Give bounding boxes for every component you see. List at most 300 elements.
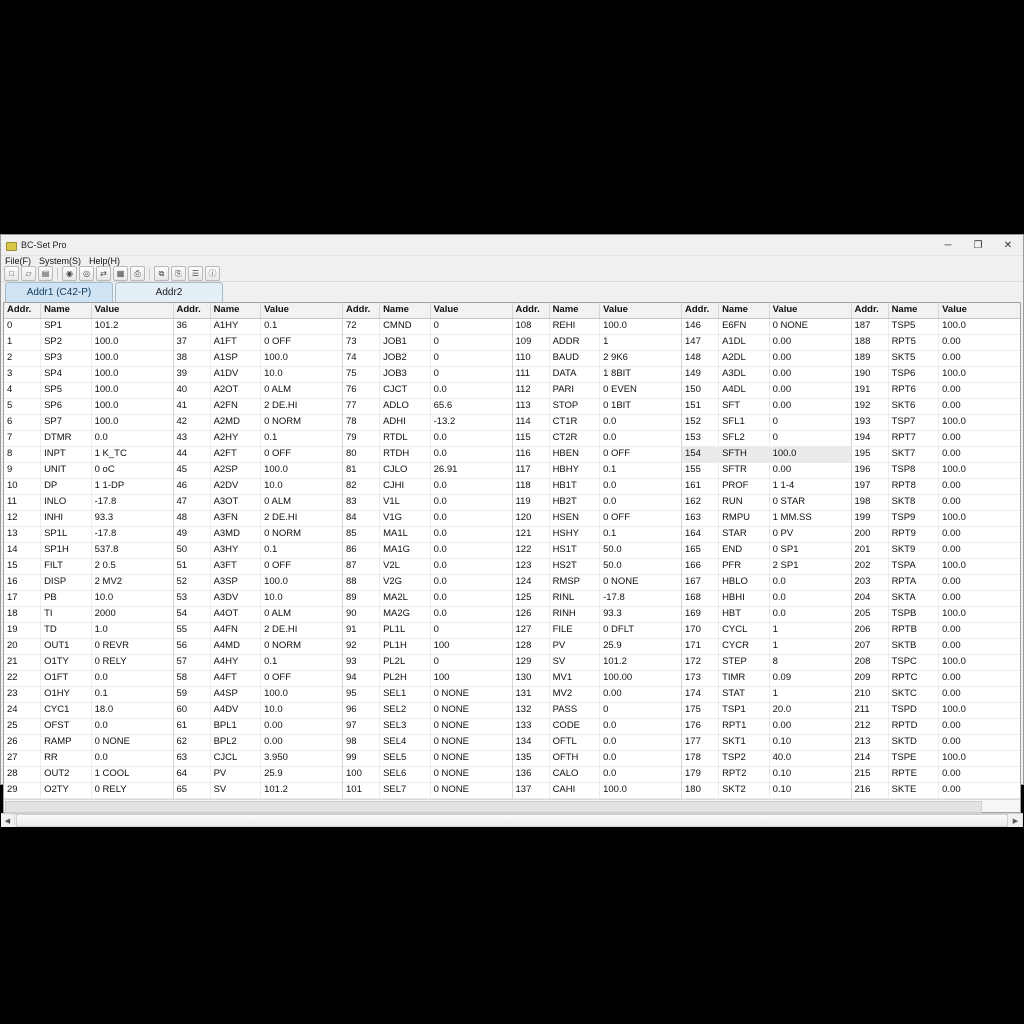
cell-addr[interactable]: 16 xyxy=(4,575,41,590)
table-row[interactable] xyxy=(513,511,682,527)
cell-addr[interactable]: 86 xyxy=(343,543,380,558)
cell-value[interactable]: 25.9 xyxy=(264,768,283,779)
table-row[interactable] xyxy=(513,607,682,623)
cell-value[interactable]: 0.00 xyxy=(264,720,283,731)
cell-name[interactable]: RPT5 xyxy=(889,335,940,350)
cell-name[interactable]: A1HY xyxy=(211,319,262,334)
cell-value[interactable]: 1 1-4 xyxy=(772,480,795,491)
cell-value[interactable]: 0 SP1 xyxy=(772,544,799,555)
table-row[interactable] xyxy=(174,783,343,799)
scroll-thumb[interactable] xyxy=(16,814,1008,827)
cell-addr[interactable]: 207 xyxy=(852,639,889,654)
cell-value[interactable]: 0.1 xyxy=(603,528,617,539)
clipboard-icon[interactable]: ☰ xyxy=(188,266,203,281)
table-row[interactable] xyxy=(343,735,512,751)
table-row[interactable] xyxy=(4,719,173,735)
cell-addr[interactable]: 79 xyxy=(343,431,380,446)
scroll-left-arrow[interactable]: ◀ xyxy=(1,814,15,827)
table-row[interactable] xyxy=(513,671,682,687)
cell-name[interactable]: STAR xyxy=(719,527,770,542)
cell-value[interactable]: 0 OFF xyxy=(264,336,292,347)
table-row[interactable] xyxy=(852,783,1021,799)
table-row[interactable] xyxy=(174,463,343,479)
table-row[interactable] xyxy=(852,735,1021,751)
table-row[interactable] xyxy=(174,735,343,751)
table-row[interactable] xyxy=(852,319,1021,335)
cell-name[interactable]: RPT7 xyxy=(889,431,940,446)
cell-addr[interactable]: 64 xyxy=(174,767,211,782)
cell-value[interactable]: 0 DFLT xyxy=(603,624,635,635)
cell-name[interactable]: HBLO xyxy=(719,575,770,590)
cell-addr[interactable]: 17 xyxy=(4,591,41,606)
table-row[interactable] xyxy=(4,383,173,399)
cell-name[interactable]: A3DL xyxy=(719,367,770,382)
table-row[interactable] xyxy=(852,511,1021,527)
cell-name[interactable]: A3DV xyxy=(211,591,262,606)
cell-value[interactable]: 0.0 xyxy=(603,432,617,443)
column-header-name[interactable]: Name xyxy=(550,303,601,318)
cell-name[interactable]: SKTA xyxy=(889,591,940,606)
table-row[interactable] xyxy=(513,383,682,399)
cell-value[interactable]: 0 RELY xyxy=(94,656,127,667)
cell-addr[interactable]: 18 xyxy=(4,607,41,622)
connect-icon[interactable]: ⇄ xyxy=(96,266,111,281)
cell-addr[interactable]: 26 xyxy=(4,735,41,750)
cell-name[interactable]: PV xyxy=(211,767,262,782)
column-header-value[interactable]: Value xyxy=(942,304,967,315)
table-row[interactable] xyxy=(343,607,512,623)
table-row[interactable] xyxy=(4,575,173,591)
cell-addr[interactable]: 132 xyxy=(513,703,550,718)
cell-name[interactable]: RPTE xyxy=(889,767,940,782)
table-row[interactable] xyxy=(513,639,682,655)
table-row[interactable] xyxy=(174,527,343,543)
table-row[interactable] xyxy=(682,319,851,335)
cell-name[interactable]: A4DL xyxy=(719,383,770,398)
cell-value[interactable]: 0 xyxy=(433,368,439,379)
cell-value[interactable]: 0.1 xyxy=(603,464,617,475)
cell-name[interactable]: E6FN xyxy=(719,319,770,334)
cell-value[interactable]: 100 xyxy=(433,640,450,651)
cell-value[interactable]: 0.00 xyxy=(942,448,961,459)
cell-name[interactable]: SFL2 xyxy=(719,431,770,446)
cell-value[interactable]: 0.00 xyxy=(772,352,792,363)
cell-addr[interactable]: 213 xyxy=(852,735,889,750)
cell-addr[interactable]: 58 xyxy=(174,671,211,686)
cell-name[interactable]: SEL7 xyxy=(380,783,431,798)
table-row[interactable] xyxy=(682,639,851,655)
cell-addr[interactable]: 211 xyxy=(852,703,889,718)
cell-value[interactable]: 0.00 xyxy=(942,736,961,747)
cell-addr[interactable]: 193 xyxy=(852,415,889,430)
cell-value[interactable]: 0.00 xyxy=(942,672,961,683)
cell-addr[interactable]: 41 xyxy=(174,399,211,414)
table-row[interactable] xyxy=(682,559,851,575)
cell-name[interactable]: A2SP xyxy=(211,463,262,478)
table-row[interactable] xyxy=(4,687,173,703)
cell-name[interactable]: UNIT xyxy=(41,463,92,478)
cell-addr[interactable]: 123 xyxy=(513,559,550,574)
cell-name[interactable]: SKTD xyxy=(889,735,940,750)
table-row[interactable] xyxy=(513,351,682,367)
cell-name[interactable]: O2TY xyxy=(41,783,92,798)
table-row[interactable] xyxy=(4,335,173,351)
cell-addr[interactable]: 24 xyxy=(4,703,41,718)
cell-addr[interactable]: 37 xyxy=(174,335,211,350)
cell-name[interactable]: CJCT xyxy=(380,383,431,398)
table-row[interactable] xyxy=(682,479,851,495)
cell-addr[interactable]: 78 xyxy=(343,415,380,430)
cell-addr[interactable]: 120 xyxy=(513,511,550,526)
table-row[interactable] xyxy=(513,767,682,783)
table-row[interactable] xyxy=(682,655,851,671)
table-row[interactable] xyxy=(513,463,682,479)
cell-value[interactable]: 0 NORM xyxy=(264,416,302,427)
table-row[interactable] xyxy=(4,767,173,783)
cell-name[interactable]: RPT8 xyxy=(889,479,940,494)
cell-addr[interactable]: 200 xyxy=(852,527,889,542)
column-header-name[interactable]: Name xyxy=(380,303,431,318)
table-row[interactable] xyxy=(343,655,512,671)
cell-addr[interactable]: 150 xyxy=(682,383,719,398)
cell-addr[interactable]: 72 xyxy=(343,319,380,334)
cell-name[interactable]: CT1R xyxy=(550,415,601,430)
cell-value[interactable]: 0 OFF xyxy=(264,560,292,571)
table-row[interactable] xyxy=(852,623,1021,639)
cell-addr[interactable]: 39 xyxy=(174,367,211,382)
cell-value[interactable]: 10.0 xyxy=(94,592,114,603)
cell-addr[interactable]: 201 xyxy=(852,543,889,558)
cell-name[interactable]: SP4 xyxy=(41,367,92,382)
cell-name[interactable]: RR xyxy=(41,751,92,766)
cell-name[interactable]: INLO xyxy=(41,495,92,510)
cell-value[interactable]: 0.0 xyxy=(772,592,786,603)
cell-value[interactable]: 0 xyxy=(433,656,439,667)
cell-value[interactable]: 0 NONE xyxy=(433,784,469,795)
cell-name[interactable]: A1FT xyxy=(211,335,262,350)
table-row[interactable] xyxy=(513,447,682,463)
open-icon[interactable]: ▱ xyxy=(21,266,36,281)
cell-addr[interactable]: 126 xyxy=(513,607,550,622)
cell-name[interactable]: PL2H xyxy=(380,671,431,686)
maximize-button[interactable]: ❐ xyxy=(973,239,983,251)
new-icon[interactable]: □ xyxy=(4,266,19,281)
cell-name[interactable]: SP7 xyxy=(41,415,92,430)
cell-value[interactable]: 93.3 xyxy=(603,608,622,619)
table-row[interactable] xyxy=(513,495,682,511)
cell-addr[interactable]: 190 xyxy=(852,367,889,382)
cell-name[interactable]: TSP5 xyxy=(889,319,940,334)
cell-addr[interactable]: 45 xyxy=(174,463,211,478)
table-row[interactable] xyxy=(852,767,1021,783)
table-row[interactable] xyxy=(682,511,851,527)
cell-name[interactable]: BPL1 xyxy=(211,719,262,734)
cell-value[interactable]: 2 SP1 xyxy=(772,560,799,571)
table-row[interactable] xyxy=(513,559,682,575)
cell-value[interactable]: -17.8 xyxy=(94,528,117,539)
cell-name[interactable]: A2FT xyxy=(211,447,262,462)
table-row[interactable] xyxy=(4,527,173,543)
cell-name[interactable]: A3MD xyxy=(211,527,262,542)
table-row[interactable] xyxy=(852,383,1021,399)
cell-name[interactable]: PARI xyxy=(550,383,601,398)
info-icon[interactable]: ⓘ xyxy=(205,266,220,281)
cell-value[interactable]: 50.0 xyxy=(603,560,622,571)
tab-addr1[interactable]: Addr1 (C42-P) xyxy=(5,282,113,302)
column-header-addr[interactable]: Addr. xyxy=(513,303,550,318)
cell-value[interactable]: 100.0 xyxy=(942,416,966,427)
cell-value[interactable]: 101.2 xyxy=(94,320,119,331)
table-row[interactable] xyxy=(343,575,512,591)
cell-addr[interactable]: 180 xyxy=(682,783,719,798)
cell-name[interactable]: STOP xyxy=(550,399,601,414)
cell-value[interactable]: 8 xyxy=(772,656,778,667)
table-row[interactable] xyxy=(682,527,851,543)
table-row[interactable] xyxy=(4,655,173,671)
cell-name[interactable]: PL1H xyxy=(380,639,431,654)
cell-addr[interactable]: 1 xyxy=(4,335,41,350)
cell-addr[interactable]: 12 xyxy=(4,511,41,526)
cell-addr[interactable]: 171 xyxy=(682,639,719,654)
cell-value[interactable]: 100.0 xyxy=(942,368,966,379)
cell-name[interactable]: A2DL xyxy=(719,351,770,366)
cell-name[interactable]: SEL4 xyxy=(380,735,431,750)
print-icon[interactable]: ⎙ xyxy=(130,266,145,281)
cell-name[interactable]: HS2T xyxy=(550,559,601,574)
cell-value[interactable]: 2 DE.HI xyxy=(264,624,298,635)
cell-addr[interactable]: 51 xyxy=(174,559,211,574)
cell-name[interactable]: TSPC xyxy=(889,655,940,670)
window-horizontal-scrollbar[interactable] xyxy=(1,813,1023,827)
cell-name[interactable]: MA1G xyxy=(380,543,431,558)
cell-value[interactable]: 100.0 xyxy=(264,464,288,475)
cell-addr[interactable]: 109 xyxy=(513,335,550,350)
table-row[interactable] xyxy=(4,543,173,559)
cell-addr[interactable]: 85 xyxy=(343,527,380,542)
cell-name[interactable]: TSP2 xyxy=(719,751,770,766)
table-row[interactable] xyxy=(682,415,851,431)
cell-name[interactable]: PV xyxy=(550,639,601,654)
cell-addr[interactable]: 87 xyxy=(343,559,380,574)
cell-value[interactable]: 100.0 xyxy=(94,416,119,427)
cell-value[interactable]: 0.1 xyxy=(264,320,278,331)
cell-addr[interactable]: 60 xyxy=(174,703,211,718)
table-row[interactable] xyxy=(343,335,512,351)
table-row[interactable] xyxy=(852,527,1021,543)
cell-addr[interactable]: 117 xyxy=(513,463,550,478)
table-row[interactable] xyxy=(682,367,851,383)
cell-addr[interactable]: 9 xyxy=(4,463,41,478)
cell-addr[interactable]: 129 xyxy=(513,655,550,670)
cell-addr[interactable]: 82 xyxy=(343,479,380,494)
cell-name[interactable]: TSP9 xyxy=(889,511,940,526)
cell-name[interactable]: SFTR xyxy=(719,463,770,478)
cell-value[interactable]: 0.0 xyxy=(433,608,447,619)
cell-value[interactable]: 0.00 xyxy=(942,336,961,347)
cell-addr[interactable]: 62 xyxy=(174,735,211,750)
cell-addr[interactable]: 188 xyxy=(852,335,889,350)
table-row[interactable] xyxy=(343,719,512,735)
cell-name[interactable]: A4FT xyxy=(211,671,262,686)
cell-value[interactable]: 0 1BIT xyxy=(603,400,632,411)
cell-name[interactable]: SKT6 xyxy=(889,399,940,414)
cell-name[interactable]: SP6 xyxy=(41,399,92,414)
cell-name[interactable]: SFL1 xyxy=(719,415,770,430)
cell-value[interactable]: 0 NONE xyxy=(433,752,469,763)
cell-value[interactable]: 1 1-DP xyxy=(94,480,125,491)
cell-name[interactable]: A4DV xyxy=(211,703,262,718)
cell-name[interactable]: A3FT xyxy=(211,559,262,574)
cell-name[interactable]: CYCL xyxy=(719,623,770,638)
table-row[interactable] xyxy=(4,639,173,655)
cell-name[interactable]: TSP6 xyxy=(889,367,940,382)
cell-addr[interactable]: 127 xyxy=(513,623,550,638)
cell-value[interactable]: 0.10 xyxy=(772,736,792,747)
cell-value[interactable]: 0.00 xyxy=(264,736,283,747)
cell-addr[interactable]: 43 xyxy=(174,431,211,446)
cell-addr[interactable]: 133 xyxy=(513,719,550,734)
cell-addr[interactable]: 99 xyxy=(343,751,380,766)
cell-name[interactable]: A2OT xyxy=(211,383,262,398)
cell-value[interactable]: 0 ALM xyxy=(264,496,292,507)
cell-value[interactable]: 0.00 xyxy=(942,480,961,491)
table-row[interactable] xyxy=(852,463,1021,479)
table-row[interactable] xyxy=(174,719,343,735)
cell-name[interactable]: SEL5 xyxy=(380,751,431,766)
cell-addr[interactable]: 74 xyxy=(343,351,380,366)
cell-addr[interactable]: 110 xyxy=(513,351,550,366)
table-row[interactable] xyxy=(343,511,512,527)
cell-name[interactable]: RPTC xyxy=(889,671,940,686)
cell-name[interactable]: BAUD xyxy=(550,351,601,366)
cell-addr[interactable]: 199 xyxy=(852,511,889,526)
table-row[interactable] xyxy=(174,687,343,703)
table-row[interactable] xyxy=(682,351,851,367)
table-row[interactable] xyxy=(513,335,682,351)
cell-value[interactable]: 0.0 xyxy=(433,432,447,443)
cell-addr[interactable]: 55 xyxy=(174,623,211,638)
cell-value[interactable]: 0.0 xyxy=(94,752,108,763)
cell-addr[interactable]: 7 xyxy=(4,431,41,446)
cell-value[interactable]: 101.2 xyxy=(264,784,288,795)
cell-addr[interactable]: 216 xyxy=(852,783,889,798)
cell-value[interactable]: 0.0 xyxy=(433,448,447,459)
table-row[interactable] xyxy=(4,479,173,495)
cell-addr[interactable]: 124 xyxy=(513,575,550,590)
monitor-icon[interactable]: ▦ xyxy=(113,266,128,281)
cell-addr[interactable]: 118 xyxy=(513,479,550,494)
cell-name[interactable]: SEL3 xyxy=(380,719,431,734)
table-row[interactable] xyxy=(343,447,512,463)
table-row[interactable] xyxy=(852,351,1021,367)
cell-addr[interactable]: 76 xyxy=(343,383,380,398)
cell-addr[interactable]: 204 xyxy=(852,591,889,606)
table-row[interactable] xyxy=(852,415,1021,431)
cell-name[interactable]: O1TY xyxy=(41,655,92,670)
cell-addr[interactable]: 22 xyxy=(4,671,41,686)
cell-name[interactable]: RINH xyxy=(550,607,601,622)
table-row[interactable] xyxy=(513,415,682,431)
cell-value[interactable]: 0.10 xyxy=(772,784,792,795)
table-row[interactable] xyxy=(513,655,682,671)
cell-value[interactable]: 100.0 xyxy=(942,608,966,619)
cell-value[interactable]: 100.0 xyxy=(942,320,966,331)
cell-addr[interactable]: 53 xyxy=(174,591,211,606)
cell-value[interactable]: 20.0 xyxy=(772,704,792,715)
cell-addr[interactable]: 162 xyxy=(682,495,719,510)
cell-name[interactable]: CODE xyxy=(550,719,601,734)
table-row[interactable] xyxy=(343,687,512,703)
table-row[interactable] xyxy=(343,351,512,367)
table-row[interactable] xyxy=(343,751,512,767)
menu-item-system[interactable]: System(S) xyxy=(39,256,82,266)
table-row[interactable] xyxy=(174,671,343,687)
cell-addr[interactable]: 27 xyxy=(4,751,41,766)
cell-value[interactable]: 0.0 xyxy=(603,720,617,731)
table-row[interactable] xyxy=(682,543,851,559)
table-row[interactable] xyxy=(4,671,173,687)
table-row[interactable] xyxy=(343,767,512,783)
cell-addr[interactable]: 191 xyxy=(852,383,889,398)
cell-value[interactable]: 50.0 xyxy=(603,544,622,555)
cell-value[interactable]: 0.00 xyxy=(942,784,961,795)
table-row[interactable] xyxy=(4,511,173,527)
cell-name[interactable]: A1SP xyxy=(211,351,262,366)
cell-name[interactable]: ADDR xyxy=(550,335,601,350)
cell-addr[interactable]: 210 xyxy=(852,687,889,702)
cell-name[interactable]: TSPE xyxy=(889,751,940,766)
cell-value[interactable]: 1 MM.SS xyxy=(772,512,812,523)
cell-name[interactable]: RUN xyxy=(719,495,770,510)
table-row[interactable] xyxy=(343,783,512,799)
cell-name[interactable]: MA2G xyxy=(380,607,431,622)
cell-addr[interactable]: 214 xyxy=(852,751,889,766)
cell-value[interactable]: 100.0 xyxy=(942,656,966,667)
cell-name[interactable]: FILT xyxy=(41,559,92,574)
cell-name[interactable]: V2G xyxy=(380,575,431,590)
table-row[interactable] xyxy=(682,463,851,479)
cell-addr[interactable]: 152 xyxy=(682,415,719,430)
table-row[interactable] xyxy=(174,415,343,431)
table-row[interactable] xyxy=(174,351,343,367)
cell-value[interactable]: 0 NONE xyxy=(94,736,130,747)
cell-name[interactable]: OUT2 xyxy=(41,767,92,782)
table-row[interactable] xyxy=(852,495,1021,511)
column-header-value[interactable]: Value xyxy=(264,304,289,315)
cell-value[interactable]: 0.0 xyxy=(433,592,447,603)
cell-name[interactable]: RINL xyxy=(550,591,601,606)
paste-icon[interactable]: ⎘ xyxy=(171,266,186,281)
cell-addr[interactable]: 176 xyxy=(682,719,719,734)
grid-scroll-thumb[interactable] xyxy=(5,801,982,813)
table-row[interactable] xyxy=(343,399,512,415)
cell-value[interactable]: 0.00 xyxy=(772,368,792,379)
table-row[interactable] xyxy=(513,527,682,543)
cell-addr[interactable]: 54 xyxy=(174,607,211,622)
cell-name[interactable]: MA1L xyxy=(380,527,431,542)
cell-addr[interactable]: 179 xyxy=(682,767,719,782)
column-header-name[interactable]: Name xyxy=(719,303,770,318)
cell-value[interactable]: 0.00 xyxy=(942,352,961,363)
cell-name[interactable]: A3OT xyxy=(211,495,262,510)
cell-value[interactable]: 0.0 xyxy=(433,528,447,539)
table-row[interactable] xyxy=(343,463,512,479)
cell-addr[interactable]: 198 xyxy=(852,495,889,510)
cell-addr[interactable]: 73 xyxy=(343,335,380,350)
cell-name[interactable]: SEL6 xyxy=(380,767,431,782)
grid-bottom-scrollbar[interactable] xyxy=(4,799,1020,812)
cell-addr[interactable]: 19 xyxy=(4,623,41,638)
